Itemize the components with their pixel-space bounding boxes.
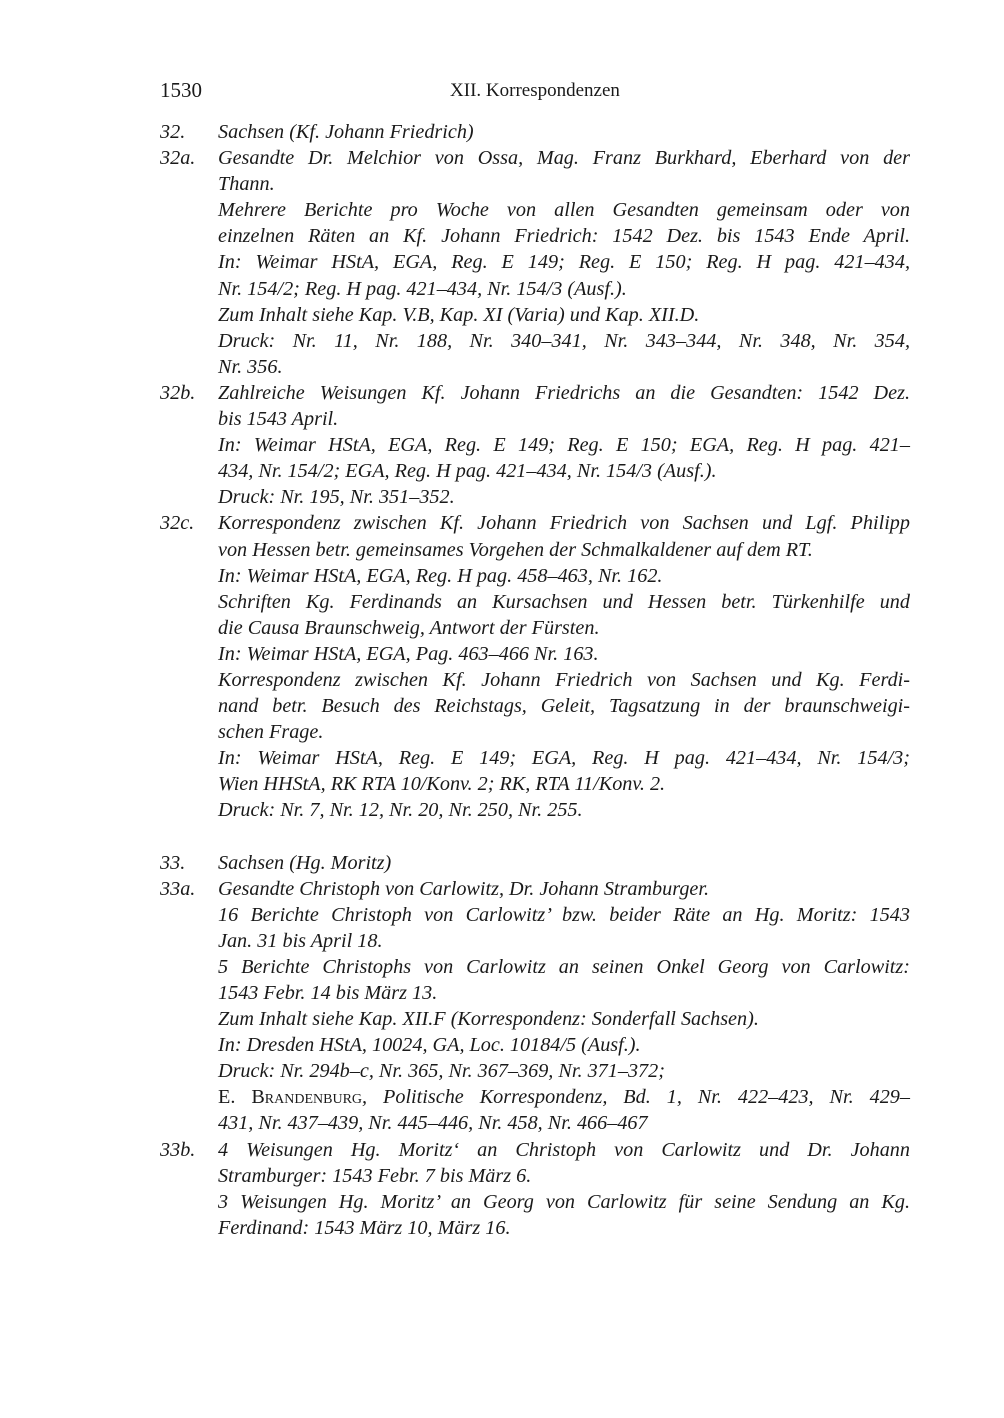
entry-line: Ferdinand: 1543 März 10, März 16. <box>218 1216 511 1239</box>
correspondence-section <box>160 119 910 824</box>
entry-text <box>218 850 910 876</box>
entry-line: Schriften Kg. Ferdinands an Kursachsen und Hessen betr. Türkenhilfe und <box>218 590 910 613</box>
correspondence-section <box>160 850 910 1241</box>
entry-line: Zum Inhalt siehe Kap. V.B, Kap. XI (Varia) und Kap. XII.D. <box>218 303 700 326</box>
entry-line: Nr. 356. <box>218 355 283 378</box>
entry-line: Korrespondenz zwischen Kf. Johann Friedrich von Sachsen und Lgf. Philipp <box>218 512 910 535</box>
entry <box>160 1137 910 1241</box>
entry-line: Wien HHStA, RK RTA 10/Konv. 2; RK, RTA 11/Konv. 2. <box>218 773 666 796</box>
entry-line: 1543 Febr. 14 bis März 13. <box>218 982 438 1004</box>
entry-line: 16 Berichte Christoph von Carlowitz’ bzw. beider Räte an Hg. Moritz: 1543 <box>218 903 910 926</box>
entry-number: 32a. <box>160 147 196 170</box>
entry-number: 32. <box>160 121 186 143</box>
entry-line: Jan. 31 bis April 18. <box>218 929 383 952</box>
entry-line: In: Weimar HStA, EGA, Pag. 463–466 Nr. 163. <box>218 642 599 665</box>
entry-line: Stramburger: 1543 Febr. 7 bis März 6. <box>218 1164 532 1187</box>
entry-line: bis 1543 April. <box>218 408 339 431</box>
citation-text: , Politische Korrespondenz, Bd. 1, Nr. 422–423, Nr. 429– <box>362 1086 910 1109</box>
entry-line: In: Dresden HStA, 10024, GA, Loc. 10184/5 (Ausf.). <box>218 1034 641 1057</box>
entry <box>160 119 910 145</box>
entry-line: 434, Nr. 154/2; EGA, Reg. H pag. 421–434, Nr. 154/3 (Ausf.). <box>218 460 717 483</box>
entry-text <box>218 510 910 823</box>
entry-line: die Causa Braunschweig, Antwort der Fürsten. <box>218 616 600 639</box>
entry-number: 32b. <box>160 381 196 404</box>
entry-number: 33b. <box>160 1138 196 1161</box>
correspondence-list <box>160 119 910 1241</box>
entry-line: Zum Inhalt siehe Kap. XII.F (Korrespondenz: Sonderfall Sachsen). <box>218 1008 759 1031</box>
entry-line: Gesandte Dr. Melchior von Ossa, Mag. Franz Burkhard, Eberhard von der <box>218 147 910 170</box>
author-name: Brandenburg <box>251 1086 363 1109</box>
entry-line: Gesandte Christoph von Carlowitz, Dr. Johann Stramburger. <box>218 877 710 900</box>
entry-line: In: Weimar HStA, EGA, Reg. E 149; Reg. E 150; EGA, Reg. H pag. 421– <box>218 434 910 457</box>
entry-line: Zahlreiche Weisungen Kf. Johann Friedrichs an die Gesandten: 1542 Dez. <box>218 381 910 404</box>
entry-line: Nr. 154/2; Reg. H pag. 421–434, Nr. 154/3 (Ausf.). <box>218 277 627 300</box>
entry-line: Sachsen (Kf. Johann Friedrich) <box>218 121 474 143</box>
entry-text <box>218 119 910 145</box>
entry <box>160 380 910 510</box>
entry-line: Korrespondenz zwischen Kf. Johann Friedrich von Sachsen und Kg. Ferdi- <box>218 668 910 691</box>
page-number: 1530 <box>160 78 202 102</box>
section-gap <box>160 824 910 850</box>
entry-text <box>218 380 910 510</box>
entry-line: In: Weimar HStA, EGA, Reg. E 149; Reg. E 150; Reg. H pag. 421–434, <box>218 251 910 274</box>
entry-line: 5 Berichte Christophs von Carlowitz an seinen Onkel Georg von Carlowitz: <box>218 955 910 978</box>
entry-line: In: Weimar HStA, EGA, Reg. H pag. 458–463, Nr. 162. <box>218 564 663 587</box>
entry-line <box>218 1084 910 1110</box>
entry-text <box>218 1137 910 1241</box>
entry-line: von Hessen betr. gemeinsames Vorgehen der Schmalkaldener auf dem RT. <box>218 538 813 561</box>
entry <box>160 850 910 876</box>
entry-line: Druck: Nr. 7, Nr. 12, Nr. 20, Nr. 250, Nr. 255. <box>218 799 583 822</box>
entry-line: nand betr. Besuch des Reichstags, Geleit, Tagsatzung in der braunschweigi- <box>218 695 910 718</box>
entry-line: schen Frage. <box>218 721 324 744</box>
entry-number: 33. <box>160 851 186 874</box>
entry-number: 32c. <box>160 512 195 535</box>
entry-line: Thann. <box>218 173 275 196</box>
entry-line: Mehrere Berichte pro Woche von allen Gesandten gemeinsam oder von <box>218 199 910 222</box>
entry <box>160 145 910 380</box>
entry-text <box>218 876 910 1137</box>
entry-line: 431, Nr. 437–439, Nr. 445–446, Nr. 458, Nr. 466–467 <box>218 1112 648 1135</box>
entry-line: Druck: Nr. 195, Nr. 351–352. <box>218 486 455 509</box>
entry-number: 33a. <box>160 877 196 900</box>
entry-text <box>218 145 910 380</box>
entry-line: In: Weimar HStA, Reg. E 149; EGA, Reg. H pag. 421–434, Nr. 154/3; <box>218 747 910 770</box>
entry-line: einzelnen Räten an Kf. Johann Friedrich: 1542 Dez. bis 1543 Ende April. <box>218 225 910 248</box>
entry-line: Druck: Nr. 11, Nr. 188, Nr. 340–341, Nr. 343–344, Nr. 348, Nr. 354, <box>218 329 910 352</box>
entry <box>160 876 910 1137</box>
entry-line: 4 Weisungen Hg. Moritz‘ an Christoph von Carlowitz und Dr. Johann <box>218 1138 910 1161</box>
page-header <box>160 78 910 108</box>
entry-line: Druck: Nr. 294b–c, Nr. 365, Nr. 367–369, Nr. 371–372; <box>218 1060 665 1083</box>
running-head: XII. Korrespondenzen <box>450 80 620 101</box>
author-initial: E. <box>218 1086 252 1109</box>
entry-line: 3 Weisungen Hg. Moritz’ an Georg von Carlowitz für seine Sendung an Kg. <box>218 1190 910 1213</box>
entry-line: Sachsen (Hg. Moritz) <box>218 851 392 874</box>
entry <box>160 510 910 823</box>
